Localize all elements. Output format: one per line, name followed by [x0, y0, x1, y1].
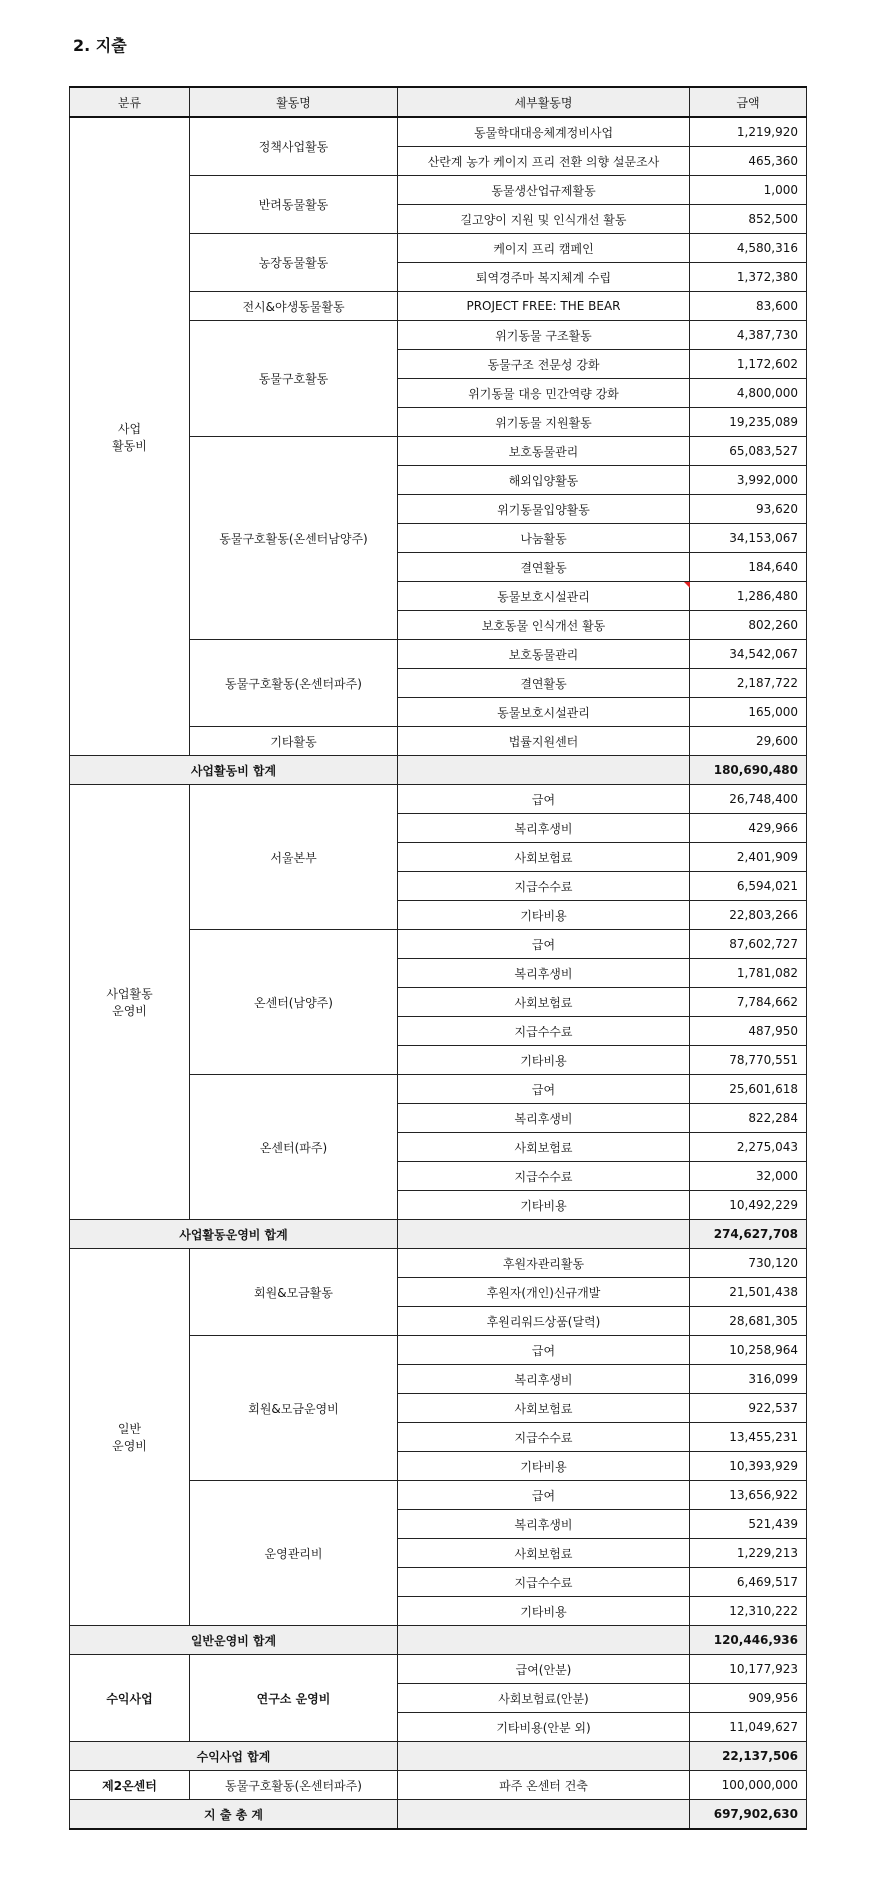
- table-row: [70, 1249, 807, 1278]
- detail-cell: 기타비용: [398, 1191, 690, 1220]
- amount-cell: 802,260: [690, 611, 807, 640]
- activity-cell: 전시&야생동물활동: [190, 292, 398, 321]
- detail-cell: 동물보호시설관리: [398, 582, 690, 611]
- detail-cell: 위기동물 지원활동: [398, 408, 690, 437]
- amount-cell: 429,966: [690, 814, 807, 843]
- detail-cell: 급여: [398, 1336, 690, 1365]
- detail-cell: 복리후생비: [398, 1365, 690, 1394]
- amount-cell: 909,956: [690, 1684, 807, 1713]
- amount-cell: 12,310,222: [690, 1597, 807, 1626]
- detail-cell: 위기동물 대응 민간역량 강화: [398, 379, 690, 408]
- detail-cell: 산란계 농가 케이지 프리 전환 의향 설문조사: [398, 147, 690, 176]
- header-amount: 금액: [690, 87, 807, 117]
- detail-cell: 법률지원센터: [398, 727, 690, 756]
- amount-cell: 28,681,305: [690, 1307, 807, 1336]
- amount-cell: 521,439: [690, 1510, 807, 1539]
- second-center-row: [70, 1771, 807, 1800]
- subtotal-amount: 180,690,480: [690, 756, 807, 785]
- detail-cell: 해외입양활동: [398, 466, 690, 495]
- amount-cell: 78,770,551: [690, 1046, 807, 1075]
- detail-cell: 보호동물관리: [398, 640, 690, 669]
- activity-cell: 서울본부: [190, 785, 398, 930]
- amount-cell: 3,992,000: [690, 466, 807, 495]
- amount-cell: 1,172,602: [690, 350, 807, 379]
- table-body: [70, 117, 807, 1829]
- detail-cell: 동물보호시설관리: [398, 698, 690, 727]
- subtotal-amount: 120,446,936: [690, 1626, 807, 1655]
- amount-cell: 11,049,627: [690, 1713, 807, 1742]
- grand-total-label: 지 출 총 계: [70, 1800, 398, 1830]
- amount-cell: 730,120: [690, 1249, 807, 1278]
- amount-cell: 316,099: [690, 1365, 807, 1394]
- amount-cell: 25,601,618: [690, 1075, 807, 1104]
- amount-cell: 10,492,229: [690, 1191, 807, 1220]
- detail-cell: 사회보험료(안분): [398, 1684, 690, 1713]
- detail-cell: 케이지 프리 캠페인: [398, 234, 690, 263]
- amount-cell: 29,600: [690, 727, 807, 756]
- amount-cell: 7,784,662: [690, 988, 807, 1017]
- subtotal-label: 수익사업 합계: [70, 1742, 398, 1771]
- subtotal-row: [70, 1626, 807, 1655]
- activity-cell: 회원&모금운영비: [190, 1336, 398, 1481]
- detail-cell: 사회보험료: [398, 1394, 690, 1423]
- detail-cell: 급여: [398, 785, 690, 814]
- detail-cell: 복리후생비: [398, 1104, 690, 1133]
- amount-cell: 10,258,964: [690, 1336, 807, 1365]
- category-cell: 수익사업: [70, 1655, 190, 1742]
- category-cell: 일반 운영비: [70, 1249, 190, 1626]
- detail-cell: 보호동물 인식개선 활동: [398, 611, 690, 640]
- detail-cell: 동물구조 전문성 강화: [398, 350, 690, 379]
- detail-cell: 사회보험료: [398, 1539, 690, 1568]
- amount-cell: 4,580,316: [690, 234, 807, 263]
- detail-cell: 기타비용: [398, 1597, 690, 1626]
- amount-cell: 2,401,909: [690, 843, 807, 872]
- amount-cell: 93,620: [690, 495, 807, 524]
- activity-cell: 동물구호활동: [190, 321, 398, 437]
- detail-cell: 기타비용: [398, 1452, 690, 1481]
- amount-cell: 822,284: [690, 1104, 807, 1133]
- amount-cell: 10,177,923: [690, 1655, 807, 1684]
- grand-total-amount: 697,902,630: [690, 1800, 807, 1830]
- second-center-detail: 파주 온센터 건축: [398, 1771, 690, 1800]
- activity-cell: 동물구호활동(온센터남양주): [190, 437, 398, 640]
- activity-cell: 농장동물활동: [190, 234, 398, 292]
- second-center-activity: 동물구호활동(온센터파주): [190, 1771, 398, 1800]
- amount-cell: 2,187,722: [690, 669, 807, 698]
- subtotal-amount: 274,627,708: [690, 1220, 807, 1249]
- detail-cell: 나눔활동: [398, 524, 690, 553]
- detail-cell: 복리후생비: [398, 814, 690, 843]
- table-header-row: [70, 87, 807, 117]
- amount-cell: 22,803,266: [690, 901, 807, 930]
- detail-cell: 위기동물 구조활동: [398, 321, 690, 350]
- detail-cell: 후원자관리활동: [398, 1249, 690, 1278]
- detail-cell: 후원자(개인)신규개발: [398, 1278, 690, 1307]
- amount-cell: 184,640: [690, 553, 807, 582]
- activity-cell: 온센터(남양주): [190, 930, 398, 1075]
- header-detail: 세부활동명: [398, 87, 690, 117]
- detail-cell: 동물학대대응체계정비사업: [398, 117, 690, 147]
- amount-cell: 10,393,929: [690, 1452, 807, 1481]
- detail-cell: 지급수수료: [398, 1162, 690, 1191]
- detail-cell: 후원리워드상품(달력): [398, 1307, 690, 1336]
- subtotal-row: [70, 756, 807, 785]
- detail-cell: 지급수수료: [398, 1017, 690, 1046]
- amount-cell: 87,602,727: [690, 930, 807, 959]
- subtotal-label: 사업활동비 합계: [70, 756, 398, 785]
- activity-cell: 온센터(파주): [190, 1075, 398, 1220]
- detail-cell: 보호동물관리: [398, 437, 690, 466]
- amount-cell: 1,000: [690, 176, 807, 205]
- amount-cell: 34,542,067: [690, 640, 807, 669]
- detail-cell: 기타비용: [398, 1046, 690, 1075]
- second-center-amount: 100,000,000: [690, 1771, 807, 1800]
- amount-cell: 1,781,082: [690, 959, 807, 988]
- detail-cell: 퇴역경주마 복지체계 수립: [398, 263, 690, 292]
- subtotal-spacer: [398, 1626, 690, 1655]
- grand-total-row: [70, 1800, 807, 1830]
- amount-cell: 13,455,231: [690, 1423, 807, 1452]
- amount-cell: 6,594,021: [690, 872, 807, 901]
- subtotal-label: 일반운영비 합계: [70, 1626, 398, 1655]
- category-cell: 사업활동 운영비: [70, 785, 190, 1220]
- detail-cell: 복리후생비: [398, 959, 690, 988]
- second-center-category: 제2온센터: [70, 1771, 190, 1800]
- activity-cell: 회원&모금활동: [190, 1249, 398, 1336]
- detail-cell: 결연활동: [398, 669, 690, 698]
- detail-cell: 지급수수료: [398, 1568, 690, 1597]
- detail-cell: 길고양이 지원 및 인식개선 활동: [398, 205, 690, 234]
- detail-cell: 복리후생비: [398, 1510, 690, 1539]
- header-category: 분류: [70, 87, 190, 117]
- amount-cell: 34,153,067: [690, 524, 807, 553]
- detail-cell: 위기동물입양활동: [398, 495, 690, 524]
- detail-cell: PROJECT FREE: THE BEAR: [398, 292, 690, 321]
- grand-total-spacer: [398, 1800, 690, 1830]
- detail-cell: 기타비용: [398, 901, 690, 930]
- activity-cell: 정책사업활동: [190, 117, 398, 176]
- table-row: [70, 785, 807, 814]
- amount-cell: 32,000: [690, 1162, 807, 1191]
- amount-cell: 1,229,213: [690, 1539, 807, 1568]
- detail-cell: 기타비용(안분 외): [398, 1713, 690, 1742]
- detail-cell: 급여(안분): [398, 1655, 690, 1684]
- expense-table: [69, 86, 807, 1830]
- detail-cell: 급여: [398, 1075, 690, 1104]
- subtotal-row: [70, 1742, 807, 1771]
- activity-cell: 운영관리비: [190, 1481, 398, 1626]
- detail-cell: 사회보험료: [398, 1133, 690, 1162]
- detail-cell: 동물생산업규제활동: [398, 176, 690, 205]
- activity-cell: 동물구호활동(온센터파주): [190, 640, 398, 727]
- table-row: [70, 1655, 807, 1684]
- detail-cell: 급여: [398, 930, 690, 959]
- amount-cell: 1,372,380: [690, 263, 807, 292]
- subtotal-row: [70, 1220, 807, 1249]
- activity-cell: 연구소 운영비: [190, 1655, 398, 1742]
- amount-cell: 83,600: [690, 292, 807, 321]
- detail-cell: 급여: [398, 1481, 690, 1510]
- detail-cell: 지급수수료: [398, 1423, 690, 1452]
- amount-cell: 21,501,438: [690, 1278, 807, 1307]
- amount-cell: 13,656,922: [690, 1481, 807, 1510]
- subtotal-spacer: [398, 1742, 690, 1771]
- activity-cell: 반려동물활동: [190, 176, 398, 234]
- amount-cell: 4,800,000: [690, 379, 807, 408]
- amount-cell: 4,387,730: [690, 321, 807, 350]
- section-title: 2. 지출: [73, 36, 127, 55]
- table-row: [70, 117, 807, 147]
- detail-cell: 사회보험료: [398, 843, 690, 872]
- amount-cell: 26,748,400: [690, 785, 807, 814]
- amount-cell: 165,000: [690, 698, 807, 727]
- amount-cell: 1,286,480: [690, 582, 807, 611]
- subtotal-spacer: [398, 756, 690, 785]
- activity-cell: 기타활동: [190, 727, 398, 756]
- subtotal-label: 사업활동운영비 합계: [70, 1220, 398, 1249]
- amount-cell: 65,083,527: [690, 437, 807, 466]
- detail-cell: 지급수수료: [398, 872, 690, 901]
- subtotal-amount: 22,137,506: [690, 1742, 807, 1771]
- amount-cell: 465,360: [690, 147, 807, 176]
- amount-cell: 6,469,517: [690, 1568, 807, 1597]
- detail-cell: 결연활동: [398, 553, 690, 582]
- amount-cell: 2,275,043: [690, 1133, 807, 1162]
- subtotal-spacer: [398, 1220, 690, 1249]
- amount-cell: 487,950: [690, 1017, 807, 1046]
- header-activity: 활동명: [190, 87, 398, 117]
- amount-cell: 852,500: [690, 205, 807, 234]
- amount-cell: 1,219,920: [690, 117, 807, 147]
- amount-cell: 19,235,089: [690, 408, 807, 437]
- detail-cell: 사회보험료: [398, 988, 690, 1017]
- amount-cell: 922,537: [690, 1394, 807, 1423]
- category-cell: 사업 활동비: [70, 117, 190, 756]
